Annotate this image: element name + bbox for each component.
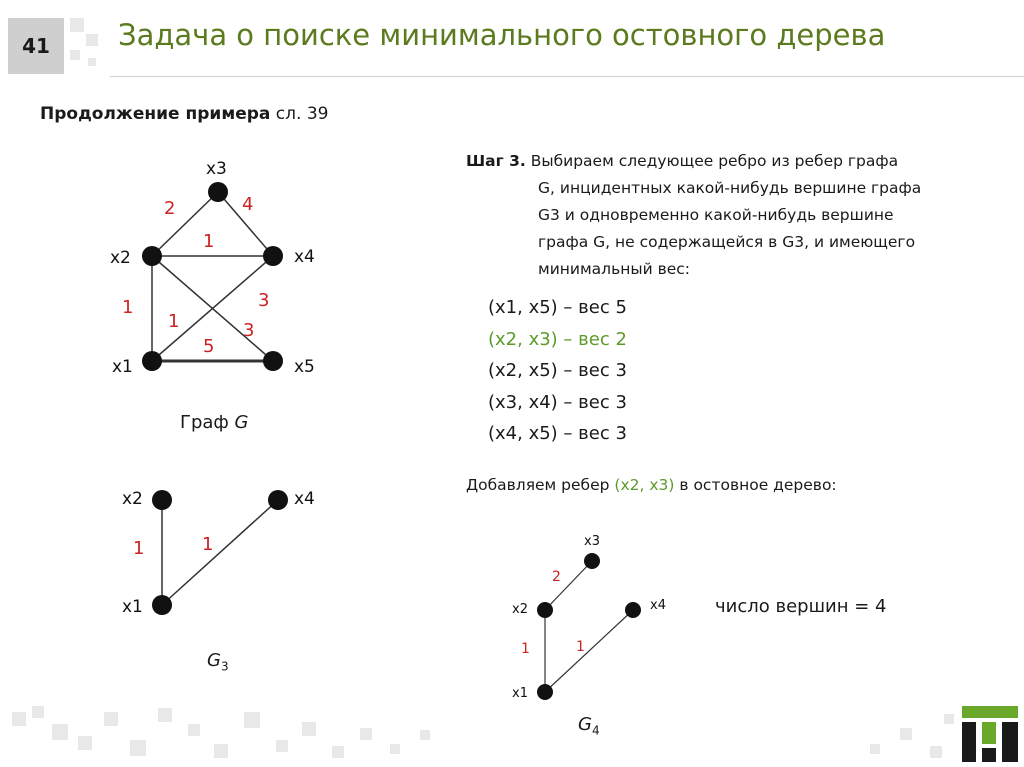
decor-square: [70, 50, 80, 60]
edge-item: (x2, x5) – вес 3: [488, 360, 627, 381]
vertex-count: число вершин = 4: [715, 596, 887, 617]
edge-weight: 1: [521, 641, 530, 657]
vertex-x1: [142, 351, 162, 371]
edge-weight: 1: [202, 534, 214, 555]
edge-item: (x4, x5) – вес 3: [488, 423, 627, 444]
subtitle: [40, 104, 328, 124]
vertex-x4: [268, 490, 288, 510]
vertex-x5: [263, 351, 283, 371]
add-line-post: в остовное дерево:: [674, 476, 837, 494]
vertex-x3: [208, 182, 228, 202]
edge-weight: 1: [576, 639, 585, 655]
logo: [962, 706, 1018, 762]
subtitle-rest: сл. 39: [270, 104, 329, 124]
step-line: минимальный вес:: [538, 260, 690, 278]
vertex-x2: [142, 246, 162, 266]
vertex-x1: [537, 684, 553, 700]
subtitle-bold: Продолжение примера: [40, 104, 271, 124]
decor-square: [88, 58, 96, 66]
edge-weight: 2: [164, 198, 176, 219]
caption-prefix: Граф: [180, 412, 235, 433]
add-edge-line: [466, 476, 837, 494]
vertex-label: x1: [512, 686, 528, 701]
add-line-edge: (x2, x3): [614, 476, 675, 494]
vertex-x2: [537, 602, 553, 618]
vertex-x2: [152, 490, 172, 510]
vertex-label: x3: [584, 534, 600, 549]
edge-weight: 4: [242, 194, 254, 215]
header-bar: [0, 0, 1024, 76]
edge-weight: 1: [133, 538, 145, 559]
step-line: G3 и одновременно какой-нибудь вершине: [538, 206, 894, 224]
graph-g: [100, 150, 340, 390]
edge-weight: 5: [203, 336, 215, 357]
caption-graph-g: [180, 412, 249, 433]
edge-item: (x1, x5) – вес 5: [488, 297, 627, 318]
caption-sub: 3: [220, 659, 229, 674]
vertex-x4: [625, 602, 641, 618]
caption-graph-g4: [578, 714, 600, 738]
vertex-label: x1: [112, 357, 133, 377]
vertex-label: x2: [512, 602, 528, 617]
caption-main: G: [578, 714, 592, 735]
vertex-x3: [584, 553, 600, 569]
step-line: [466, 148, 996, 175]
caption-graph-g3: [207, 650, 229, 674]
decor-square: [70, 18, 84, 32]
step-line: G, инцидентных какой-нибудь вершине графа: [538, 179, 922, 197]
title-divider: [110, 76, 1024, 77]
step-line: графа G, не содержащейся в G3, и имеющего: [538, 233, 916, 251]
graph-g3: [100, 470, 340, 630]
edge-weight: 1: [203, 231, 215, 252]
edge-item-highlighted: (x2, x3) – вес 2: [488, 328, 627, 350]
vertex-x1: [152, 595, 172, 615]
caption-main: G: [207, 650, 221, 671]
caption-italic: G: [234, 412, 249, 433]
edge-weight: 1: [168, 311, 180, 332]
decor-square: [86, 34, 98, 46]
vertex-label: x5: [294, 357, 315, 377]
vertex-label: x3: [206, 159, 227, 179]
vertex-label: x1: [122, 597, 143, 617]
vertex-label: x4: [294, 247, 315, 267]
vertex-label: x4: [650, 598, 666, 613]
step-text: Выбираем следующее ребро из ребер графа: [525, 152, 899, 170]
vertex-label: x2: [122, 489, 143, 509]
step-label: Шаг 3.: [466, 152, 526, 170]
slide-number: 41: [8, 18, 64, 74]
edge-weight: 3: [243, 320, 255, 341]
slide-title: Задача о поиске минимального остовного дерева: [118, 18, 886, 52]
step-description: [466, 148, 996, 283]
edge-weight: 1: [122, 297, 134, 318]
vertex-label: x2: [110, 248, 131, 268]
edge-weight: 3: [258, 290, 270, 311]
vertex-label: x4: [294, 489, 315, 509]
vertex-x4: [263, 246, 283, 266]
edge-item: (x3, x4) – вес 3: [488, 391, 627, 413]
edge-weight: 2: [552, 569, 561, 585]
graph-g4: [500, 525, 700, 715]
caption-sub: 4: [591, 723, 600, 738]
edge-list: [488, 292, 627, 450]
add-line-pre: Добавляем ребер: [466, 476, 615, 494]
